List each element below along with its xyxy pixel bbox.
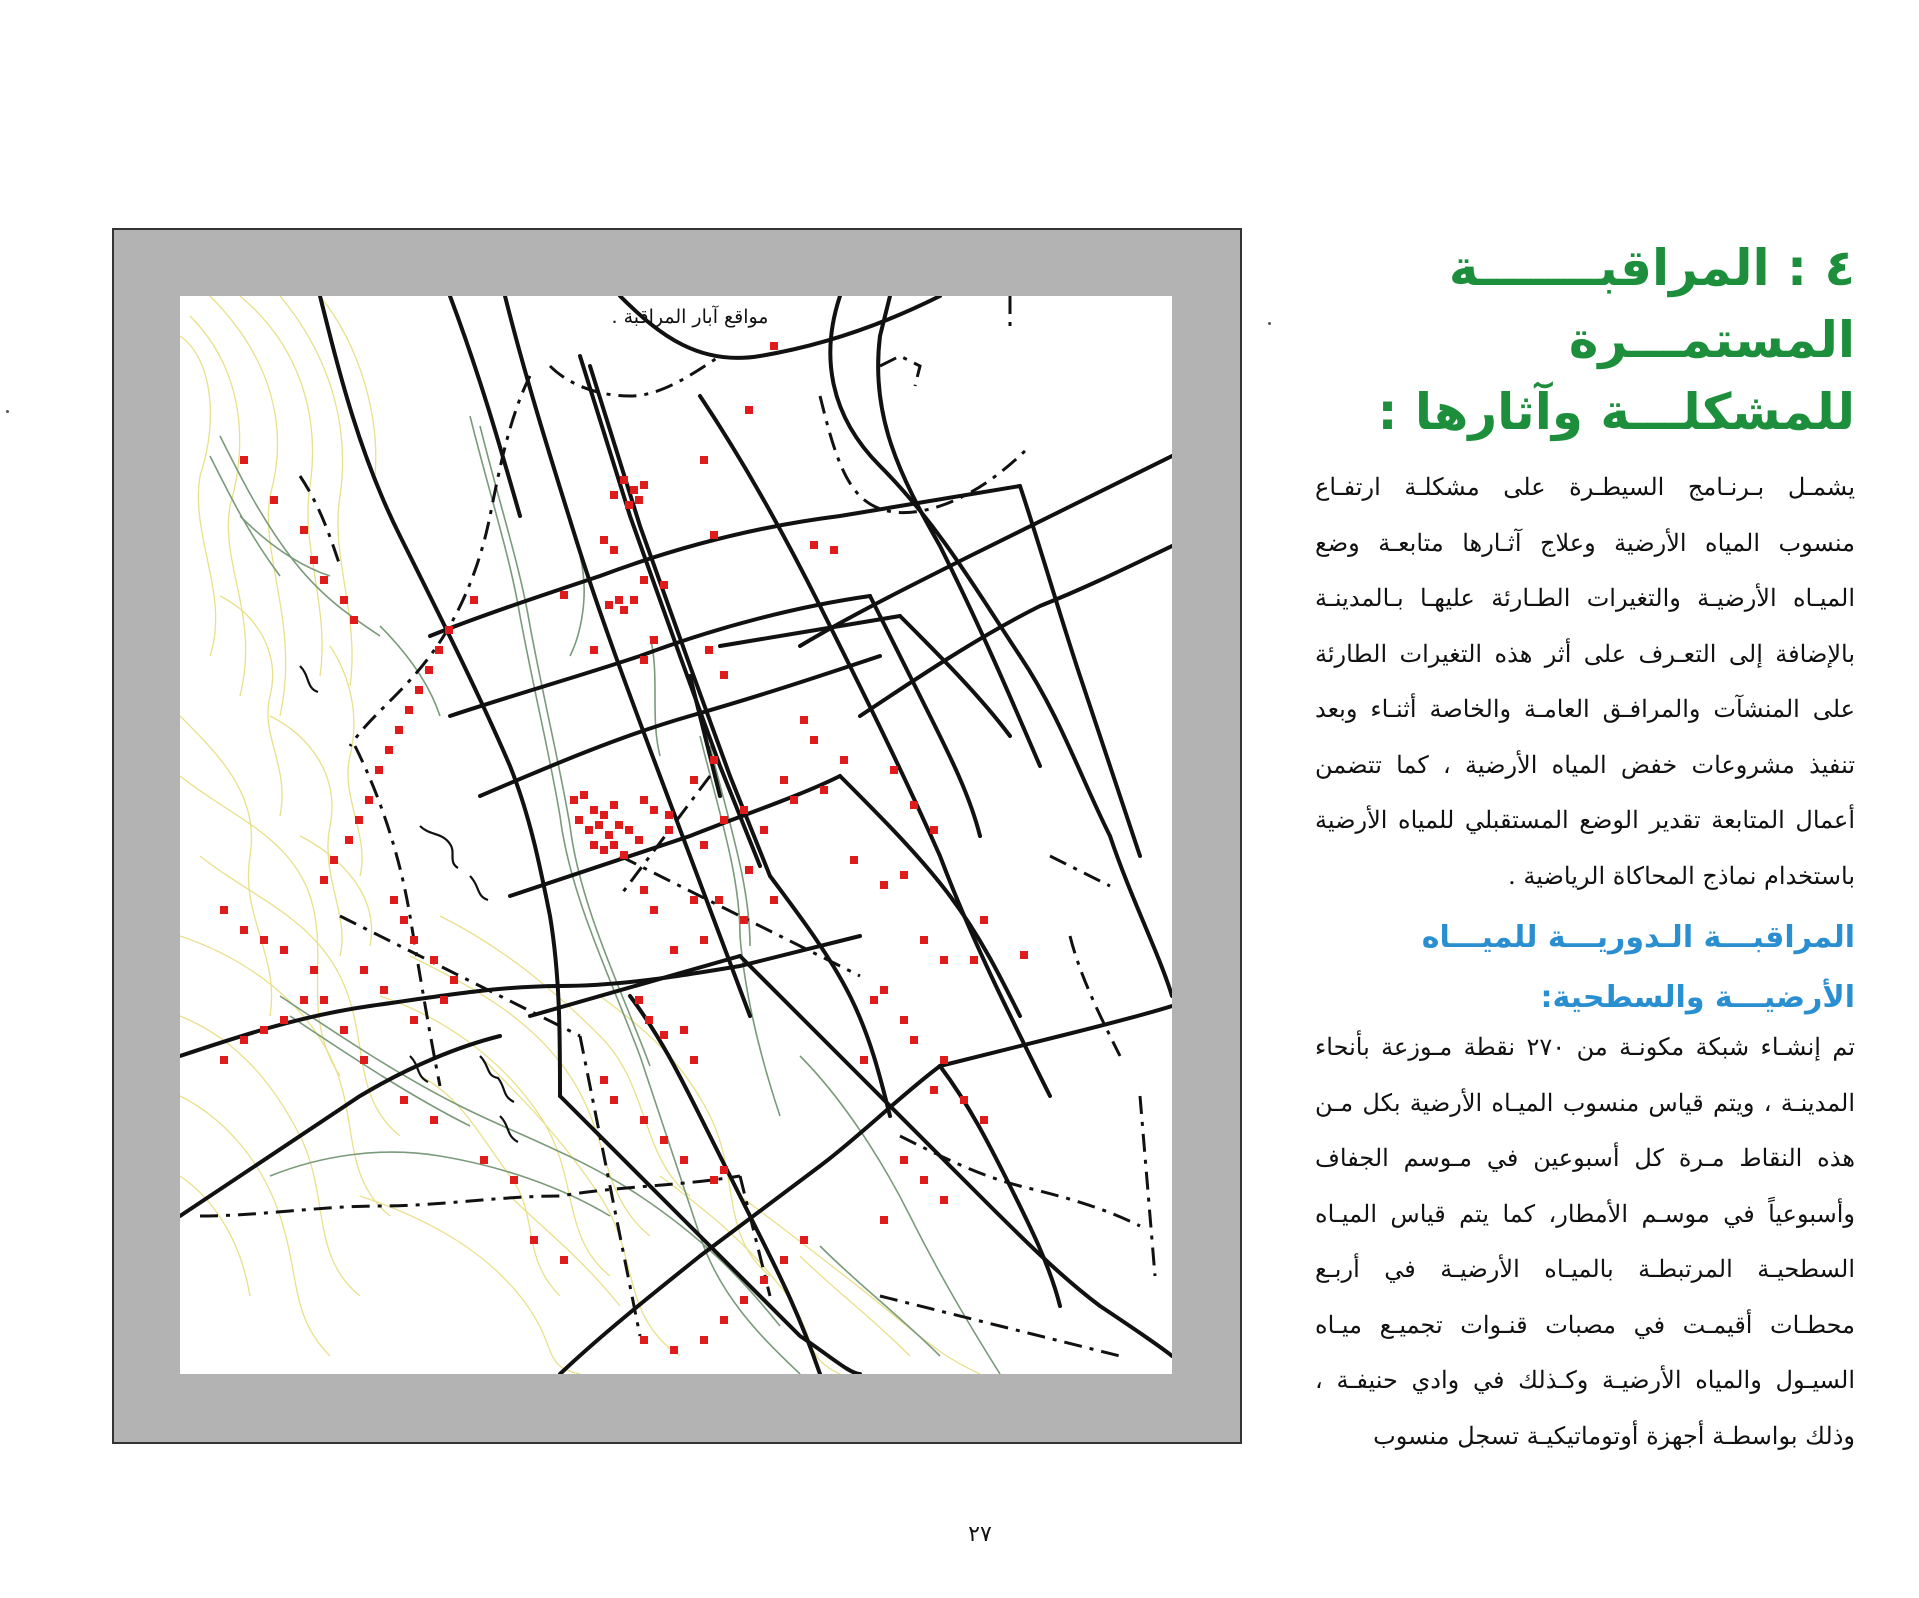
well-marker	[410, 936, 418, 944]
well-marker	[425, 666, 433, 674]
well-marker	[635, 836, 643, 844]
well-marker	[590, 806, 598, 814]
well-marker	[930, 826, 938, 834]
well-marker	[700, 456, 708, 464]
well-marker	[640, 886, 648, 894]
well-marker	[720, 1166, 728, 1174]
well-marker	[355, 816, 363, 824]
well-marker	[900, 1016, 908, 1024]
well-marker	[240, 456, 248, 464]
well-marker	[650, 636, 658, 644]
well-marker	[630, 486, 638, 494]
well-marker	[585, 826, 593, 834]
well-marker	[970, 956, 978, 964]
well-marker	[280, 1016, 288, 1024]
well-marker	[650, 906, 658, 914]
well-marker	[690, 896, 698, 904]
well-marker	[645, 1016, 653, 1024]
subsection-paragraph: تم إنشـاء شبكة مكونـة من ٢٧٠ نقطة مـوزعة بأنحاء المدينـة ، ويتم قياس منسوب الميـاه الأرضية بكل مـن هذه النقاط مـرة كل أسبوعين في مـوسم الجفاف وأسبوعياً في موسـم الأمطار، كما يتم قياس الميـاه السطحيـة المرتبطـة بالميـاه الأرضيـة في أربـع محطـات أقيمـت في مصبات قنـوات تجميـع ميـاه السيـول والمياه الأرضيـة وكـذلك في وادي حنيفـة ، وذلك بواسطـة أجهزة أوتوماتيكيـة تسجل منسوب	[1315, 1033, 1855, 1450]
well-marker	[740, 806, 748, 814]
well-marker	[665, 811, 673, 819]
well-marker	[940, 1196, 948, 1204]
well-marker	[600, 536, 608, 544]
well-marker	[710, 531, 718, 539]
well-marker	[615, 596, 623, 604]
well-marker	[700, 936, 708, 944]
well-marker	[625, 501, 633, 509]
well-marker	[360, 966, 368, 974]
margin-dot	[6, 410, 9, 413]
well-marker	[630, 596, 638, 604]
well-marker	[710, 756, 718, 764]
well-marker	[590, 646, 598, 654]
well-marker	[610, 1096, 618, 1104]
well-marker	[680, 1156, 688, 1164]
well-marker	[745, 866, 753, 874]
well-marker	[780, 776, 788, 784]
well-marker	[680, 1026, 688, 1034]
well-marker	[360, 1056, 368, 1064]
well-marker	[470, 596, 478, 604]
well-marker	[870, 996, 878, 1004]
well-marker	[930, 1086, 938, 1094]
well-marker	[810, 541, 818, 549]
well-marker	[260, 1026, 268, 1034]
well-marker	[670, 1346, 678, 1354]
well-marker	[715, 896, 723, 904]
well-marker	[850, 856, 858, 864]
well-marker	[660, 581, 668, 589]
well-marker	[400, 916, 408, 924]
well-marker	[480, 1156, 488, 1164]
well-marker	[890, 766, 898, 774]
well-marker	[910, 801, 918, 809]
well-marker	[615, 821, 623, 829]
well-marker	[345, 836, 353, 844]
well-marker	[720, 1316, 728, 1324]
well-marker	[830, 546, 838, 554]
section-paragraph: يشمـل بـرنـامج السيطـرة على مشكلـة ارتفـاع منسوب المياه الأرضية وعلاج آثـارها متابعـة وضع الميـاه الأرضيـة والتغيرات الطـارئة عليهـا بـالمدينـة بالإضافة إلى التعـرف على أثر هذه التغيرات الطارئة على المنشآت والمرافـق العامـة والخاصة أثنـاء وبعد تنفيذ مشروعات خفض المياه الأرضية ، كما تتضمن أعمال المتابعة تقدير الوضع المستقبلي للمياه الأرضية باستخدام نماذج المحاكاة الرياضية .	[1315, 473, 1855, 890]
monitoring-wells-map	[180, 296, 1172, 1374]
well-marker	[260, 936, 268, 944]
well-marker	[710, 1176, 718, 1184]
well-marker	[430, 956, 438, 964]
well-marker	[1020, 951, 1028, 959]
well-marker	[610, 841, 618, 849]
well-marker	[900, 1156, 908, 1164]
well-marker	[800, 1236, 808, 1244]
well-marker	[610, 801, 618, 809]
well-marker	[910, 1036, 918, 1044]
well-marker	[705, 646, 713, 654]
page-number: ٢٧	[968, 1522, 992, 1547]
well-marker	[390, 896, 398, 904]
well-marker	[530, 1236, 538, 1244]
well-marker	[760, 1276, 768, 1284]
well-marker	[220, 1056, 228, 1064]
well-marker	[350, 616, 358, 624]
well-marker	[620, 851, 628, 859]
well-marker	[600, 811, 608, 819]
terrain-contours	[180, 296, 980, 1374]
well-marker	[310, 556, 318, 564]
well-marker	[640, 796, 648, 804]
subsection-heading: المراقبـــة الـدوريـــة للميـــاه الأرضيـــة والسطحية:	[1421, 920, 1855, 1015]
margin-dot	[1268, 322, 1271, 325]
well-marker	[340, 596, 348, 604]
wadi-streams	[210, 416, 1000, 1374]
well-marker	[435, 646, 443, 654]
well-marker	[600, 846, 608, 854]
well-marker	[240, 1036, 248, 1044]
well-marker	[820, 786, 828, 794]
well-marker	[320, 876, 328, 884]
well-marker	[280, 946, 288, 954]
well-marker	[560, 591, 568, 599]
well-marker	[385, 746, 393, 754]
well-marker	[640, 1116, 648, 1124]
well-marker	[600, 1076, 608, 1084]
well-marker	[320, 996, 328, 1004]
well-marker	[220, 906, 228, 914]
well-marker	[640, 576, 648, 584]
well-marker	[270, 496, 278, 504]
well-marker	[240, 926, 248, 934]
well-marker	[840, 756, 848, 764]
well-marker	[860, 1056, 868, 1064]
section-heading: ٤ : المراقبـــــــة المستمـــرة للمشكلـــة وآثارها :	[1377, 239, 1855, 441]
well-marker	[920, 936, 928, 944]
well-marker	[595, 821, 603, 829]
well-marker	[640, 1336, 648, 1344]
well-marker	[960, 1096, 968, 1104]
well-marker	[700, 841, 708, 849]
well-marker	[800, 716, 808, 724]
well-marker	[440, 996, 448, 1004]
well-marker	[670, 946, 678, 954]
well-marker	[605, 601, 613, 609]
map-svg	[180, 296, 1172, 1374]
well-marker	[690, 1056, 698, 1064]
well-marker	[570, 796, 578, 804]
well-marker	[445, 626, 453, 634]
well-marker	[940, 1056, 948, 1064]
well-marker	[380, 986, 388, 994]
well-marker	[575, 816, 583, 824]
well-marker	[410, 1016, 418, 1024]
well-marker	[690, 776, 698, 784]
well-marker	[720, 671, 728, 679]
well-marker	[620, 476, 628, 484]
well-marker	[780, 1256, 788, 1264]
well-marker	[635, 996, 643, 1004]
well-marker	[880, 1216, 888, 1224]
well-marker	[720, 816, 728, 824]
well-marker	[880, 986, 888, 994]
well-marker	[660, 1031, 668, 1039]
well-marker	[770, 342, 778, 350]
well-marker	[330, 856, 338, 864]
well-marker	[560, 1256, 568, 1264]
well-marker	[300, 526, 308, 534]
well-marker	[415, 686, 423, 694]
well-marker	[610, 546, 618, 554]
well-marker	[320, 576, 328, 584]
well-marker	[395, 726, 403, 734]
well-marker	[375, 766, 383, 774]
well-marker	[605, 831, 613, 839]
well-marker	[740, 1296, 748, 1304]
well-marker	[810, 736, 818, 744]
well-marker	[580, 791, 588, 799]
well-marker	[625, 826, 633, 834]
well-marker	[640, 481, 648, 489]
well-marker	[980, 1116, 988, 1124]
well-marker	[760, 826, 768, 834]
well-marker	[450, 976, 458, 984]
well-marker	[300, 996, 308, 1004]
well-marker	[980, 916, 988, 924]
well-marker	[665, 826, 673, 834]
well-marker	[660, 1136, 668, 1144]
well-marker	[430, 1116, 438, 1124]
well-marker	[590, 841, 598, 849]
well-marker	[740, 916, 748, 924]
well-marker	[610, 491, 618, 499]
well-marker	[400, 1096, 408, 1104]
well-marker	[650, 806, 658, 814]
well-marker	[340, 1026, 348, 1034]
well-marker	[365, 796, 373, 804]
well-marker	[920, 1176, 928, 1184]
well-marker	[790, 796, 798, 804]
well-marker	[770, 896, 778, 904]
well-marker	[620, 606, 628, 614]
well-marker	[900, 871, 908, 879]
well-marker	[510, 1176, 518, 1184]
well-marker	[940, 956, 948, 964]
well-marker	[700, 1336, 708, 1344]
map-caption: مواقع آبار المراقبة .	[611, 306, 769, 328]
well-marker	[310, 966, 318, 974]
well-marker	[880, 881, 888, 889]
well-marker	[635, 496, 643, 504]
well-marker	[745, 406, 753, 414]
well-marker	[640, 656, 648, 664]
well-marker	[405, 706, 413, 714]
